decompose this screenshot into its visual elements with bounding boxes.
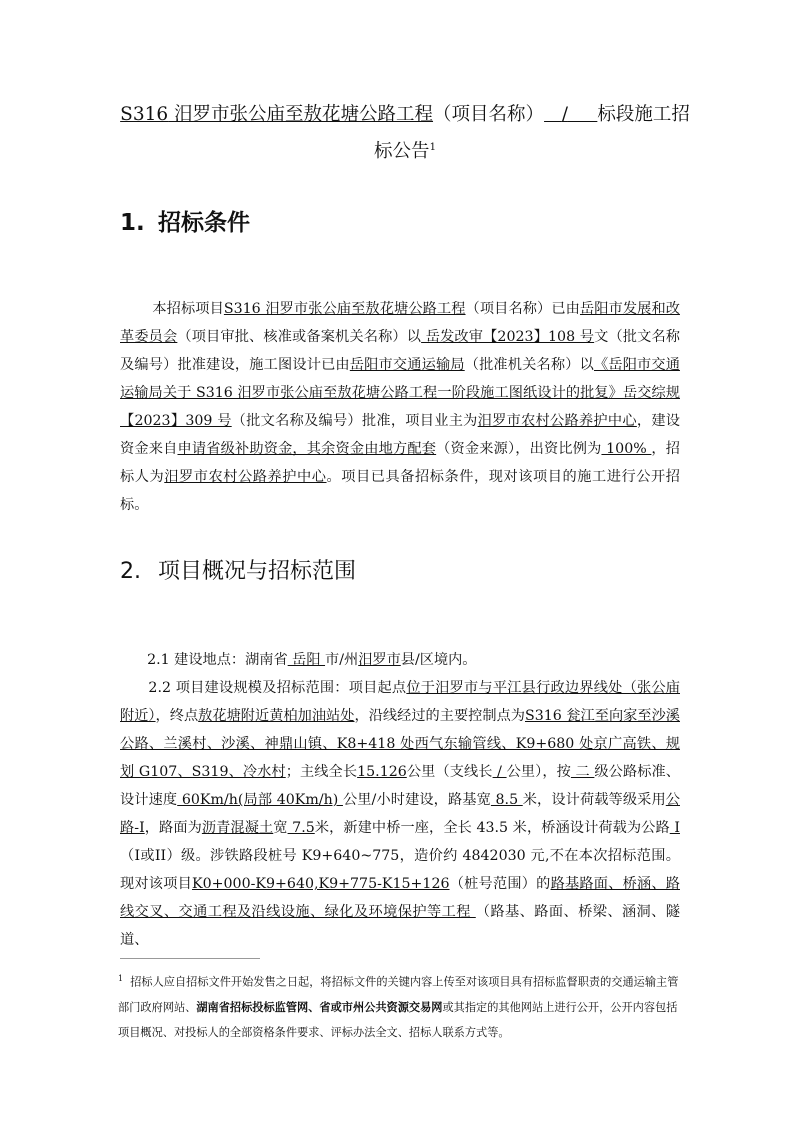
title-lot-blank: / <box>561 104 568 125</box>
title-suffix: 标段施工招 <box>597 104 690 125</box>
section-2-1-paragraph: 2.1 建设地点：湖南省 岳阳 市/州汨罗市县/区境内。 <box>147 652 477 668</box>
footnote-separator <box>120 958 260 959</box>
title-project-note: （项目名称） <box>433 104 545 125</box>
section-heading-1: 1. 招标条件 <box>120 210 250 236</box>
section-2-2-paragraph: 2.2 项目建设规模及招标范围：项目起点位于汨罗市与平江县行政边界线处（张公庙附近），终点敖花塘附近黄柏加油站处，沿线经过的主要控制点为S316 瓮江至向家至沙溪公路、兰溪村、沙溪、神鼎山镇、K8+418 处西气东输管线、K9+680 处京广高铁、规划 G107、S319、冷水村；主线全长15.126公里（支线长 / 公里），按 二 级公路标准、设计速度 60Km/h(局部 40Km/h) 公里/小时建设，路基宽 8.5 米，设计荷载等级采用公路-I，路面为沥青混凝土宽 7.5米，新建中桥一座，全长 43.5 米，桥涵设计荷载为公路 I （I或II）级。涉铁路段桩号 K9+640~775，造价约 4842030 元,不在本次招标范围。现对该项目K0+000-K9+640,K9+775-K15+126（桩号范围）的路基路面、桥涵、路线交叉、交通工程及沿线设施、绿化及环境保护等工程 （路基、路面、桥梁、涵洞、隧道、 <box>120 680 680 948</box>
footnote-reference[interactable]: 1 <box>429 142 436 153</box>
footnote: $^1$ 招标人应自招标文件开始发售之日起，将招标文件的关键内容上传至对该项目具有招标监督职责的交通运输主管部门政府网站、湖南省招标投标监管网、省或市州公共资源交易网或其指定的其他网站上进行公开，公开内容包括项目概况、对投标人的全部资格条件要求、评标办法全文、招标人联系方式等。 <box>118 974 679 1039</box>
footnote-sites: 湖南省招标投标监管网、省或市州公共资源交易网 <box>196 999 443 1014</box>
footnote-mark: 1 <box>118 974 124 983</box>
title-suffix-2: 标公告 <box>374 141 430 163</box>
document-title <box>110 98 700 168</box>
section-1-paragraph: 本招标项目S316 汨罗市张公庙至敖花塘公路工程（项目名称）已由岳阳市发展和改革委员会（项目审批、核准或备案机关名称）以 岳发改审【2023】108 号文（批文名称及编号）批准建设，施工图设计已由岳阳市交通运输局（批准机关名称）以《岳阳市交通运输局关于 S316 汨罗市张公庙至敖花塘公路工程一阶段施工图纸设计的批复》岳交综规【2023】309 号（批文名称及编号）批准，项目业主为汨罗市农村公路养护中心，建设资金来自申请省级补助资金，其余资金由地方配套（资金来源），出资比例为 100% ，招标人为汨罗市农村公路养护中心。项目已具备招标条件，现对该项目的施工进行公开招标。 <box>120 301 680 513</box>
section-heading-2: 2. 项目概况与招标范围 <box>120 559 357 584</box>
title-project: S316 汨罗市张公庙至敖花塘公路工程 <box>120 104 434 125</box>
